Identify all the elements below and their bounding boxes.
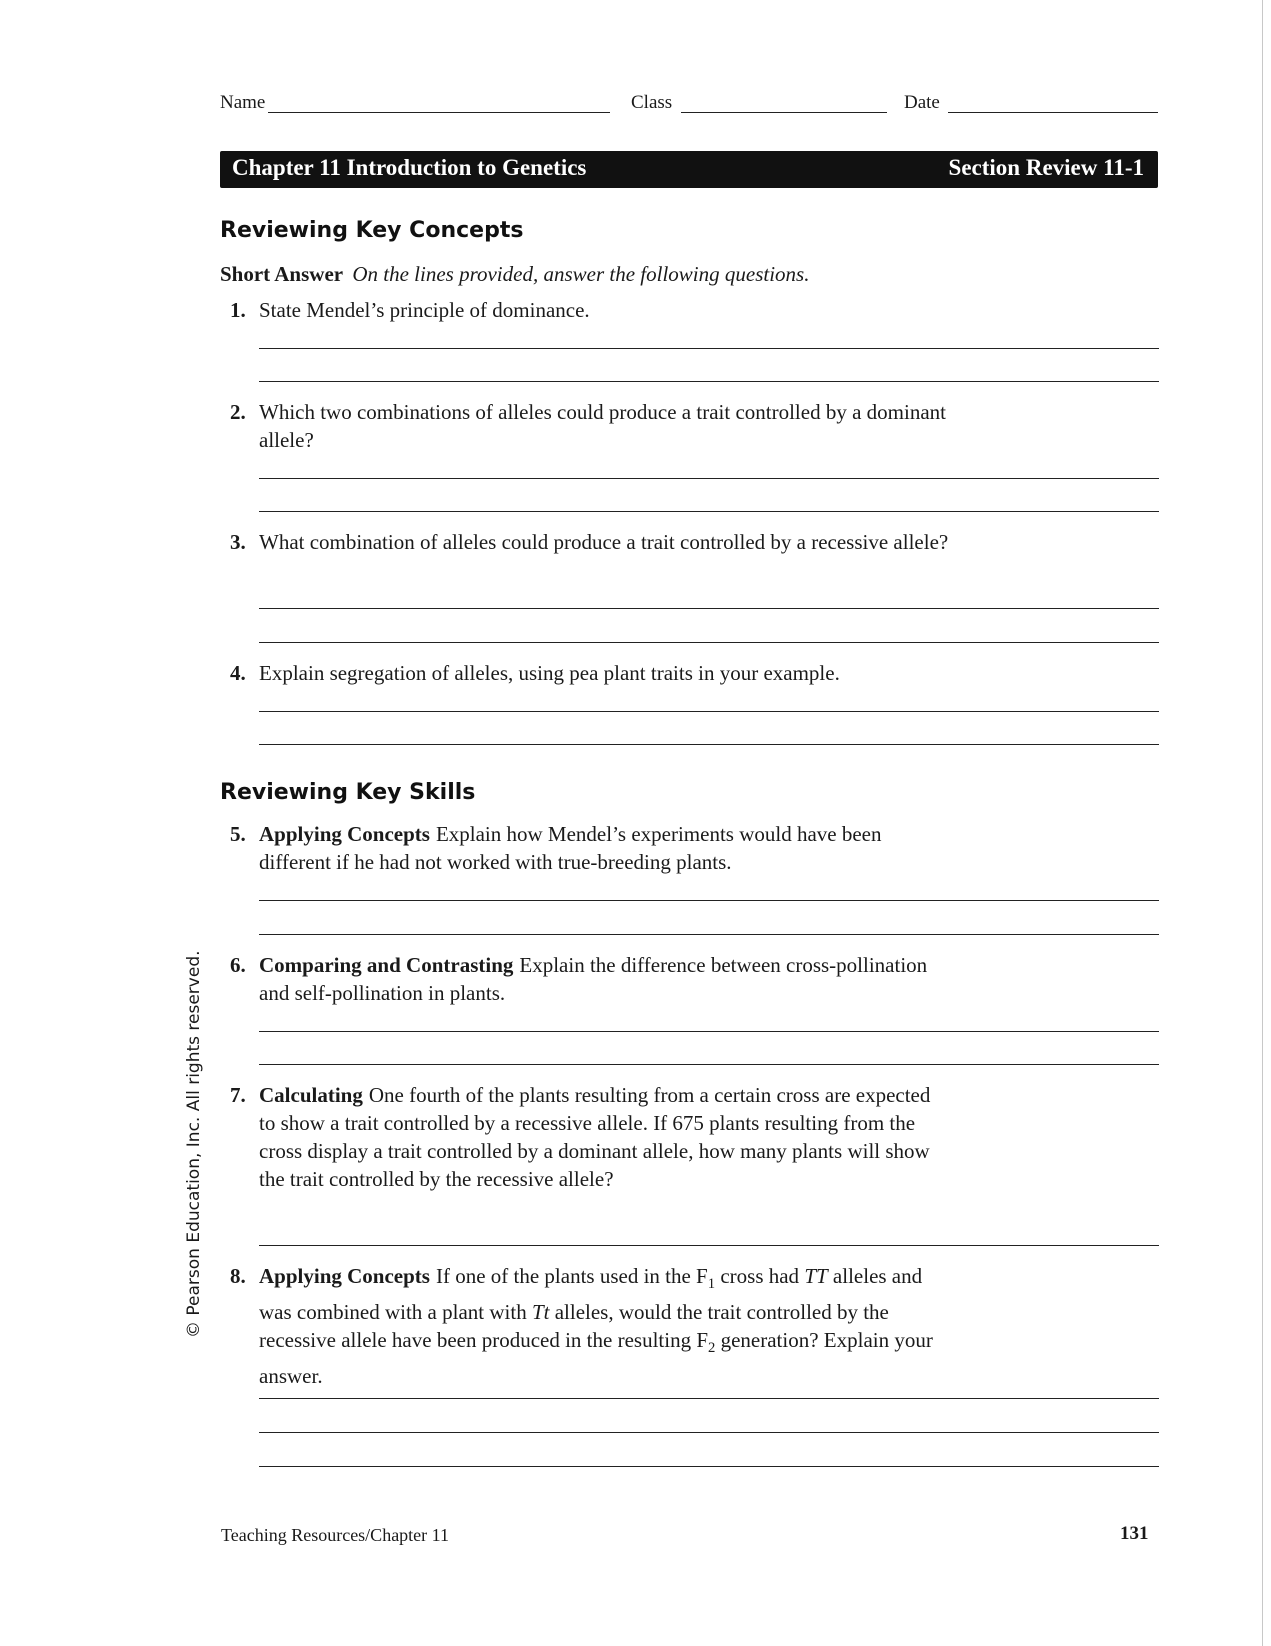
question-number: 5. xyxy=(230,822,246,846)
answer-line[interactable] xyxy=(259,1031,1159,1032)
question-text-part: generation? Explain your answer. xyxy=(259,1328,933,1389)
answer-line[interactable] xyxy=(259,642,1159,643)
name-label: Name xyxy=(220,92,266,113)
question-text: One fourth of the plants resulting from a certain cross are expected to show a trait controlled by a recessive allele. If 675 plants resulting from the cross display a trait controlled by a dominant allele, how many plants will show the trait controlled by the recessive allele? xyxy=(259,1083,931,1191)
section-title-concepts: Reviewing Key Concepts xyxy=(220,218,524,243)
question-text: Explain the difference between cross-pollination and self-pollination in plants. xyxy=(259,953,928,1005)
question-number: 7. xyxy=(230,1083,246,1107)
question-text: Explain segregation of alleles, using pea plant traits in your example. xyxy=(259,661,840,685)
question-number: 8. xyxy=(230,1264,246,1288)
question-7 xyxy=(230,1081,950,1193)
question-text: State Mendel’s principle of dominance. xyxy=(259,298,590,322)
instruction-text: On the lines provided, answer the following questions. xyxy=(352,262,810,286)
question-text-part: alleles and was combined with a plant with xyxy=(259,1264,923,1325)
answer-line[interactable] xyxy=(259,608,1159,609)
class-line xyxy=(681,112,887,113)
question-heading: Applying Concepts xyxy=(259,1264,430,1288)
instructions xyxy=(220,262,809,287)
question-number: 1. xyxy=(230,298,246,322)
question-6 xyxy=(230,951,950,1007)
answer-line[interactable] xyxy=(259,711,1159,712)
answer-line[interactable] xyxy=(259,934,1159,935)
question-2 xyxy=(230,398,950,454)
question-5 xyxy=(230,820,950,876)
header-row xyxy=(220,92,1158,118)
class-label: Class xyxy=(631,92,673,113)
answer-line[interactable] xyxy=(259,511,1159,512)
question-text: Explain how Mendel’s experiments would have been different if he had not worked with true-breeding plants. xyxy=(259,822,882,874)
name-line xyxy=(268,112,610,113)
question-8 xyxy=(230,1262,950,1390)
copyright-notice: © Pearson Education, Inc. All rights reserved. xyxy=(184,950,204,1338)
question-text-part: alleles, would the trait controlled by the recessive allele have been produced in the resulting F xyxy=(259,1300,889,1353)
subscript: 2 xyxy=(708,1340,716,1357)
question-number: 2. xyxy=(230,400,246,424)
date-line xyxy=(948,112,1158,113)
section-title-skills: Reviewing Key Skills xyxy=(220,780,476,805)
instruction-label: Short Answer xyxy=(220,262,344,286)
answer-line[interactable] xyxy=(259,1245,1159,1246)
section-label: Section Review 11-1 xyxy=(948,155,1144,180)
genotype: Tt xyxy=(531,1300,550,1325)
chapter-title: Chapter 11 Introduction to Genetics xyxy=(232,155,587,180)
answer-line[interactable] xyxy=(259,1466,1159,1467)
page-edge xyxy=(1262,0,1263,1646)
answer-line[interactable] xyxy=(259,478,1159,479)
answer-line[interactable] xyxy=(259,1064,1159,1065)
question-4 xyxy=(230,659,950,687)
class-field[interactable] xyxy=(631,92,672,114)
answer-line[interactable] xyxy=(259,381,1159,382)
question-text: Which two combinations of alleles could produce a trait controlled by a dominant allele? xyxy=(259,400,946,452)
date-label: Date xyxy=(904,92,940,113)
question-number: 3. xyxy=(230,530,246,554)
subscript: 1 xyxy=(707,1276,716,1293)
answer-line[interactable] xyxy=(259,1398,1159,1399)
answer-line[interactable] xyxy=(259,348,1159,349)
footer-left: Teaching Resources/Chapter 11 xyxy=(221,1525,449,1545)
answer-line[interactable] xyxy=(259,900,1159,901)
question-text: What combination of alleles could produce a trait controlled by a recessive allele? xyxy=(259,530,949,554)
question-heading: Calculating xyxy=(259,1083,363,1107)
question-3 xyxy=(230,528,950,556)
name-field[interactable] xyxy=(220,92,265,114)
genotype: TT xyxy=(804,1264,828,1288)
question-text-part: If one of the plants used in the F xyxy=(435,1264,708,1288)
question-1 xyxy=(230,296,950,324)
question-number: 4. xyxy=(230,661,246,685)
question-heading: Applying Concepts xyxy=(259,822,430,846)
answer-line[interactable] xyxy=(259,1432,1159,1433)
chapter-banner xyxy=(220,151,1158,188)
answer-line[interactable] xyxy=(259,744,1159,745)
question-number: 6. xyxy=(230,953,246,977)
date-field[interactable] xyxy=(904,92,940,114)
question-text-part: cross had xyxy=(715,1264,805,1288)
page-number: 131 xyxy=(1120,1523,1149,1544)
question-heading: Comparing and Contrasting xyxy=(259,953,514,977)
